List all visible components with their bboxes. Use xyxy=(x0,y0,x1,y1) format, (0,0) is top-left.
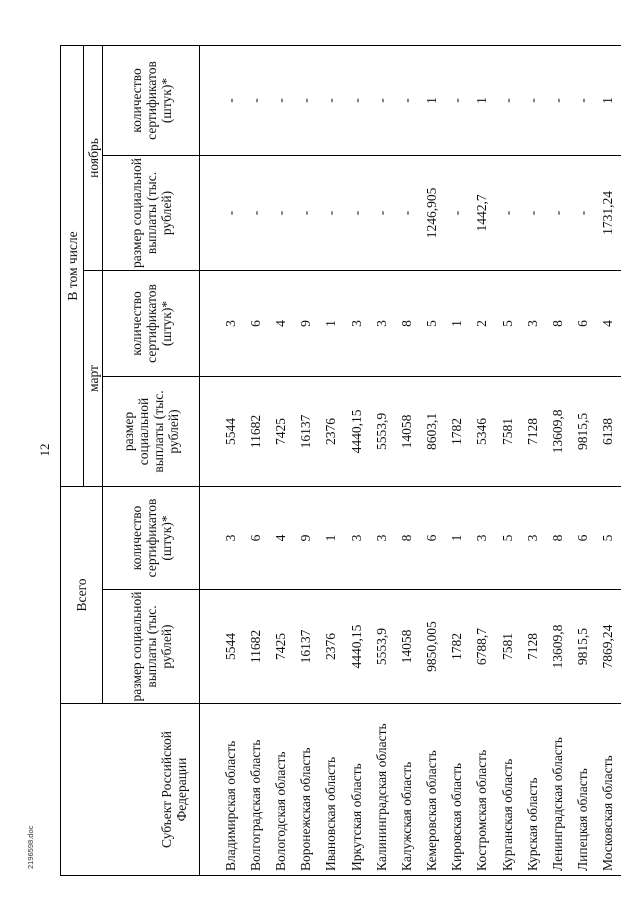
region-cell: Костромская область xyxy=(470,704,495,876)
region-cell: Калужская область xyxy=(394,704,419,876)
november-count-cell: - xyxy=(571,45,596,155)
total-payment-cell: 4440,15 xyxy=(344,590,369,704)
table-header xyxy=(61,45,200,875)
total-payment-cell: 6788,7 xyxy=(470,590,495,704)
region-cell: Владимирская область xyxy=(200,704,244,876)
header-march: март xyxy=(84,270,103,486)
november-count-cell: 1 xyxy=(420,45,445,155)
november-count-cell: - xyxy=(520,45,545,155)
header-november-count: количество сертификатов (штук)* xyxy=(103,45,200,155)
november-count-cell: - xyxy=(369,45,394,155)
total-payment-cell: 9850,005 xyxy=(420,590,445,704)
march-count-cell: 5 xyxy=(420,270,445,376)
certificates-table xyxy=(60,45,621,876)
march-payment-cell: 5553,9 xyxy=(369,376,394,486)
march-payment-cell: 5544 xyxy=(200,376,244,486)
header-march-payment: размер социальной выплаты (тыс. рублей) xyxy=(103,376,200,486)
table-row xyxy=(596,45,621,875)
november-count-cell: 1 xyxy=(470,45,495,155)
total-count-cell: 4 xyxy=(268,486,293,589)
total-count-cell: 6 xyxy=(571,486,596,589)
november-payment-cell: 1442,7 xyxy=(470,155,495,270)
region-cell: Курганская область xyxy=(495,704,520,876)
total-payment-cell: 16137 xyxy=(294,590,319,704)
total-count-cell: 8 xyxy=(545,486,570,589)
total-count-cell: 6 xyxy=(420,486,445,589)
november-payment-cell: - xyxy=(200,155,244,270)
table-row xyxy=(545,45,570,875)
header-november-payment: размер социальной выплаты (тыс. рублей) xyxy=(103,155,200,270)
march-count-cell: 6 xyxy=(243,270,268,376)
total-count-cell: 3 xyxy=(520,486,545,589)
november-payment-cell: - xyxy=(495,155,520,270)
march-count-cell: 8 xyxy=(545,270,570,376)
november-payment-cell: 1246,905 xyxy=(420,155,445,270)
header-november: ноябрь xyxy=(84,45,103,270)
total-count-cell: 1 xyxy=(319,486,344,589)
total-payment-cell: 7128 xyxy=(520,590,545,704)
total-payment-cell: 5553,9 xyxy=(369,590,394,704)
march-payment-cell: 6138 xyxy=(596,376,621,486)
header-total: Всего xyxy=(61,486,103,703)
header-total-count: количество сертификатов (штук)* xyxy=(103,486,200,589)
table-row xyxy=(344,45,369,875)
region-cell: Иркутская область xyxy=(344,704,369,876)
total-payment-cell: 5544 xyxy=(200,590,244,704)
november-count-cell: - xyxy=(243,45,268,155)
total-payment-cell: 7581 xyxy=(495,590,520,704)
march-count-cell: 5 xyxy=(495,270,520,376)
march-payment-cell: 7581 xyxy=(495,376,520,486)
region-cell: Ленинградская область xyxy=(545,704,570,876)
header-march-count: количество сертификатов (штук)* xyxy=(103,270,200,376)
november-payment-cell: - xyxy=(369,155,394,270)
november-payment-cell: - xyxy=(520,155,545,270)
november-payment-cell: - xyxy=(268,155,293,270)
table-row xyxy=(420,45,445,875)
november-payment-cell: - xyxy=(344,155,369,270)
table-row xyxy=(394,45,419,875)
march-payment-cell: 7425 xyxy=(268,376,293,486)
table-row xyxy=(571,45,596,875)
total-payment-cell: 14058 xyxy=(394,590,419,704)
header-subject: Субъект Российской Федерации xyxy=(61,704,200,876)
november-count-cell: - xyxy=(200,45,244,155)
march-count-cell: 6 xyxy=(571,270,596,376)
november-count-cell: - xyxy=(294,45,319,155)
november-count-cell: - xyxy=(495,45,520,155)
table-row xyxy=(445,45,470,875)
march-count-cell: 3 xyxy=(344,270,369,376)
march-payment-cell: 14058 xyxy=(394,376,419,486)
march-payment-cell: 9815,5 xyxy=(571,376,596,486)
march-count-cell: 1 xyxy=(445,270,470,376)
march-count-cell: 8 xyxy=(394,270,419,376)
table-row xyxy=(520,45,545,875)
total-payment-cell: 11682 xyxy=(243,590,268,704)
region-cell: Кировская область xyxy=(445,704,470,876)
march-payment-cell: 8603,1 xyxy=(420,376,445,486)
table-body xyxy=(200,45,622,875)
total-count-cell: 5 xyxy=(495,486,520,589)
table-row xyxy=(268,45,293,875)
total-payment-cell: 13609,8 xyxy=(545,590,570,704)
total-count-cell: 3 xyxy=(200,486,244,589)
total-payment-cell: 2376 xyxy=(319,590,344,704)
table-row xyxy=(294,45,319,875)
region-cell: Ивановская область xyxy=(319,704,344,876)
region-cell: Кемеровская область xyxy=(420,704,445,876)
november-payment-cell: - xyxy=(394,155,419,270)
total-count-cell: 8 xyxy=(394,486,419,589)
november-count-cell: - xyxy=(344,45,369,155)
region-cell: Московская область xyxy=(596,704,621,876)
region-cell: Липецкая область xyxy=(571,704,596,876)
march-count-cell: 3 xyxy=(520,270,545,376)
november-payment-cell: - xyxy=(243,155,268,270)
november-payment-cell: - xyxy=(294,155,319,270)
total-count-cell: 9 xyxy=(294,486,319,589)
march-count-cell: 3 xyxy=(369,270,394,376)
november-payment-cell: - xyxy=(319,155,344,270)
november-payment-cell: - xyxy=(571,155,596,270)
total-count-cell: 3 xyxy=(344,486,369,589)
total-count-cell: 6 xyxy=(243,486,268,589)
march-count-cell: 3 xyxy=(200,270,244,376)
total-payment-cell: 7869,24 xyxy=(596,590,621,704)
march-count-cell: 4 xyxy=(268,270,293,376)
november-count-cell: 1 xyxy=(596,45,621,155)
total-count-cell: 3 xyxy=(470,486,495,589)
table-row xyxy=(495,45,520,875)
march-count-cell: 2 xyxy=(470,270,495,376)
march-count-cell: 9 xyxy=(294,270,319,376)
header-including: В том числе xyxy=(61,45,84,486)
march-payment-cell: 5346 xyxy=(470,376,495,486)
march-count-cell: 1 xyxy=(319,270,344,376)
total-payment-cell: 1782 xyxy=(445,590,470,704)
table-row xyxy=(319,45,344,875)
march-payment-cell: 4440,15 xyxy=(344,376,369,486)
table-row xyxy=(470,45,495,875)
november-count-cell: - xyxy=(394,45,419,155)
november-payment-cell: 1731,24 xyxy=(596,155,621,270)
november-payment-cell: - xyxy=(545,155,570,270)
march-payment-cell: 11682 xyxy=(243,376,268,486)
region-cell: Калининградская область xyxy=(369,704,394,876)
november-count-cell: - xyxy=(319,45,344,155)
total-payment-cell: 7425 xyxy=(268,590,293,704)
region-cell: Курская область xyxy=(520,704,545,876)
march-payment-cell: 7128 xyxy=(520,376,545,486)
region-cell: Воронежская область xyxy=(294,704,319,876)
document-filename: 2196598.doc xyxy=(26,825,35,869)
november-payment-cell: - xyxy=(445,155,470,270)
november-count-cell: - xyxy=(545,45,570,155)
table-row xyxy=(369,45,394,875)
november-count-cell: - xyxy=(445,45,470,155)
total-count-cell: 3 xyxy=(369,486,394,589)
header-total-payment: размер социальной выплаты (тыс. рублей) xyxy=(103,590,200,704)
table-row xyxy=(243,45,268,875)
total-count-cell: 1 xyxy=(445,486,470,589)
table-row xyxy=(200,45,244,875)
rotated-table-container xyxy=(60,46,616,876)
total-count-cell: 5 xyxy=(596,486,621,589)
march-count-cell: 4 xyxy=(596,270,621,376)
november-count-cell: - xyxy=(268,45,293,155)
region-cell: Вологодская область xyxy=(268,704,293,876)
march-payment-cell: 2376 xyxy=(319,376,344,486)
total-payment-cell: 9815,5 xyxy=(571,590,596,704)
march-payment-cell: 16137 xyxy=(294,376,319,486)
region-cell: Волгоградская область xyxy=(243,704,268,876)
march-payment-cell: 1782 xyxy=(445,376,470,486)
page-number: 12 xyxy=(37,443,52,457)
march-payment-cell: 13609,8 xyxy=(545,376,570,486)
